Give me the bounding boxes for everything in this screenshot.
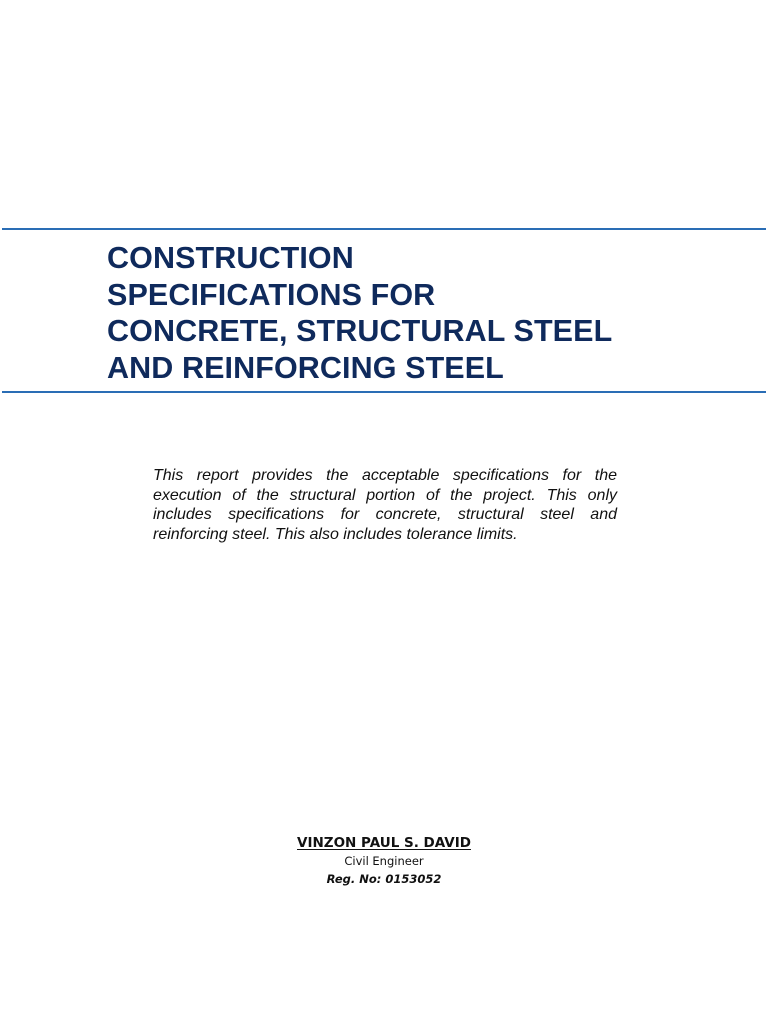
author-block bbox=[234, 832, 534, 888]
title-line-1: CONSTRUCTION bbox=[107, 241, 354, 275]
document-title bbox=[107, 240, 727, 386]
title-line-3: CONCRETE, STRUCTURAL STEEL bbox=[107, 314, 613, 348]
title-bottom-rule bbox=[2, 391, 766, 393]
author-registration: Reg. No: 0153052 bbox=[326, 872, 442, 886]
author-role: Civil Engineer bbox=[344, 854, 424, 868]
title-line-4: AND REINFORCING STEEL bbox=[107, 350, 504, 385]
title-top-rule bbox=[2, 228, 766, 230]
title-line-2: SPECIFICATIONS FOR bbox=[107, 277, 436, 312]
abstract-paragraph: This report provides the acceptable specifications for the execution of the structural portion of the project. This only includes specifications for concrete, structural steel and reinforcing steel. This also includes tolerance limits. bbox=[153, 467, 617, 543]
author-name: VINZON PAUL S. DAVID bbox=[297, 835, 471, 851]
